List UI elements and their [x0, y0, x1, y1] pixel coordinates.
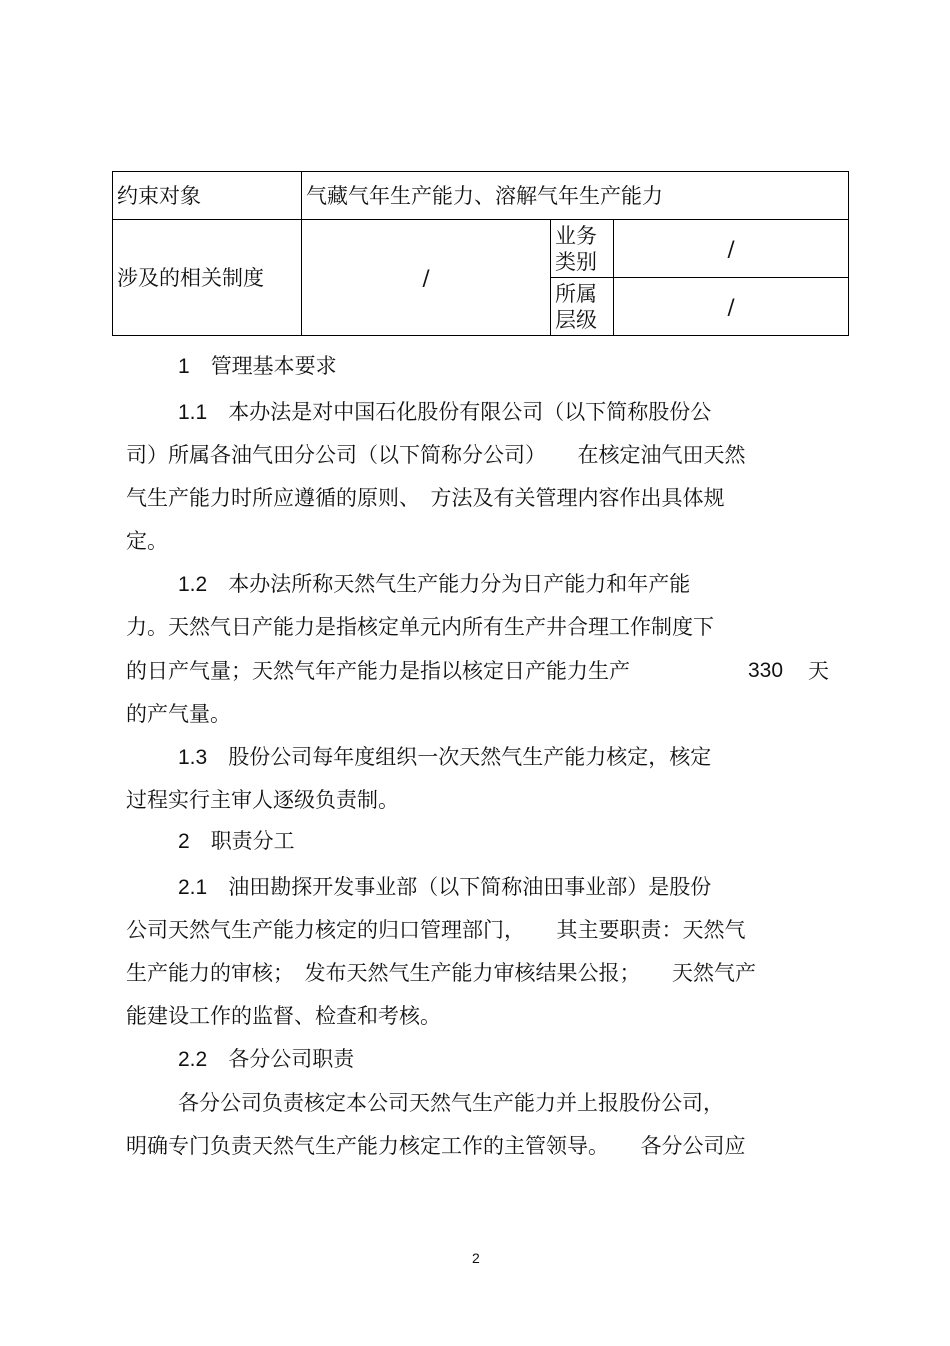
- constraint-label: 约束对象: [113, 172, 302, 220]
- info-table: [112, 171, 849, 336]
- paragraph-line: 生产能力的审核； 发布天然气生产能力审核结果公报； 天然气产: [126, 961, 756, 985]
- paragraph-line: [126, 656, 630, 686]
- paragraph-line: 力。天然气日产能力是指核定单元内所有生产井合理工作制度下: [126, 615, 714, 639]
- clause-number: 2.1: [178, 876, 208, 899]
- section-number: 2: [178, 830, 190, 853]
- constraint-value: 气藏气年生产能力、溶解气年生产能力: [302, 172, 849, 220]
- clause: [178, 397, 711, 428]
- paragraph-line: 公司天然气生产能力核定的归口管理部门， 其主要职责：天然气: [126, 918, 746, 942]
- section-title: 职责分工: [210, 829, 295, 853]
- line-text: 的日产气量；天然气年产能力是指以核定日产能力生产: [126, 659, 630, 683]
- related-system-label: 涉及的相关制度: [113, 220, 302, 336]
- clause-text: 本办法所称天然气生产能力分为日产能力和年产能: [228, 572, 691, 596]
- paragraph-line: 各分公司负责核定本公司天然气生产能力并上报股份公司，: [178, 1091, 724, 1115]
- clause: [178, 742, 711, 773]
- clause-text: 本办法是对中国石化股份有限公司（以下简称股份公: [228, 400, 712, 424]
- days-unit: 天: [808, 659, 829, 683]
- clause-number: 1.1: [178, 401, 208, 424]
- days-value: 330: [748, 659, 784, 682]
- paragraph-line: 过程实行主审人逐级负责制。: [126, 788, 399, 812]
- paragraph-line: 定。: [126, 529, 168, 553]
- paragraph-line: 气生产能力时所应遵循的原则、 方法及有关管理内容作出具体规: [126, 486, 725, 510]
- clause-number: 2.2: [178, 1048, 208, 1071]
- related-system-value: /: [302, 220, 551, 336]
- section-title: 管理基本要求: [210, 354, 337, 378]
- paragraph-line: 明确专门负责天然气生产能力核定工作的主管领导。 各分公司应: [126, 1134, 746, 1158]
- level-value: /: [614, 278, 849, 336]
- paragraph-line: 的产气量。: [126, 702, 231, 726]
- clause-number: 1.2: [178, 573, 208, 596]
- section-heading: [178, 351, 337, 382]
- page-number: 2: [472, 1250, 480, 1266]
- paragraph-line: 司）所属各油气田分公司（以下简称分公司） 在核定油气田天然: [126, 443, 746, 467]
- clause-number: 1.3: [178, 746, 208, 769]
- clause-text: 股份公司每年度组织一次天然气生产能力核定，核定: [228, 745, 712, 769]
- clause: [178, 1044, 354, 1075]
- clause: [178, 569, 690, 600]
- paragraph-line: 能建设工作的监督、检查和考核。: [126, 1004, 441, 1028]
- clause-text: 油田勘探开发事业部（以下简称油田事业部）是股份: [228, 875, 712, 899]
- clause-text: 各分公司职责: [228, 1047, 355, 1071]
- business-type-value: /: [614, 220, 849, 278]
- business-type-label: 业务 类别: [551, 220, 614, 278]
- level-label: 所属 层级: [551, 278, 614, 336]
- section-heading: [178, 826, 295, 857]
- section-number: 1: [178, 355, 190, 378]
- clause: [178, 872, 711, 903]
